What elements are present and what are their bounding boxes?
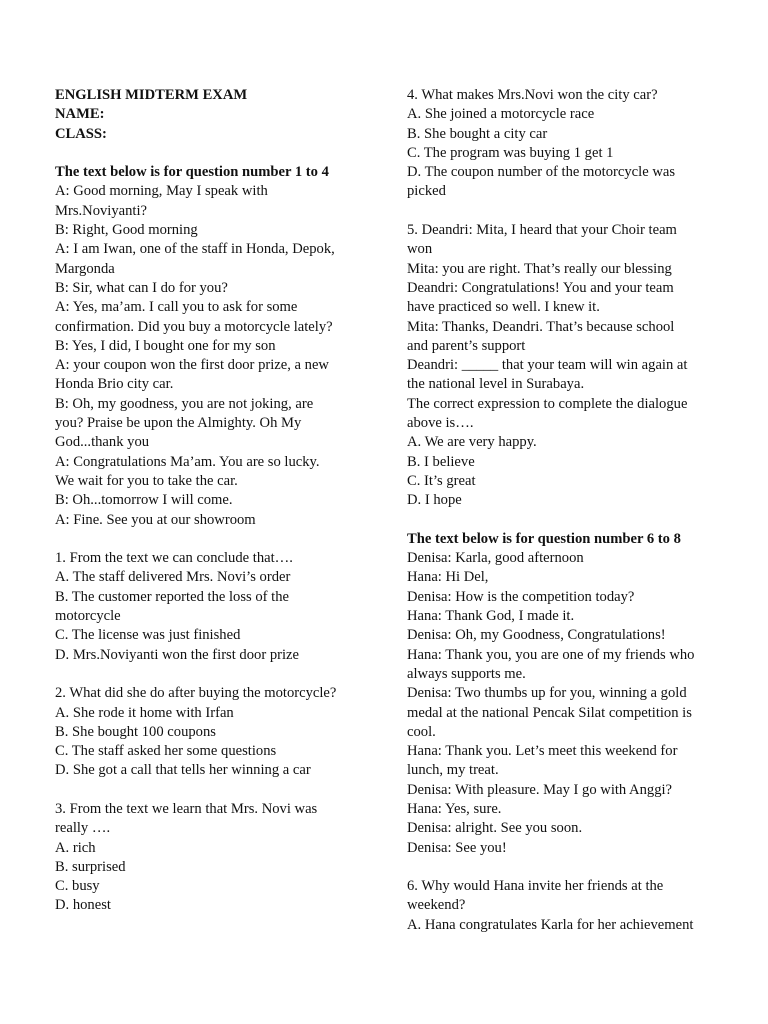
left-text-line: B: Yes, I did, I bought one for my son bbox=[55, 337, 276, 354]
right-text-line: above is…. bbox=[407, 415, 474, 432]
right-text-line: and parent’s support bbox=[407, 337, 526, 354]
left-text-line: C. The staff asked her some questions bbox=[55, 743, 277, 760]
left-text-line: B. surprised bbox=[55, 858, 126, 875]
right-text-line: Denisa: With pleasure. May I go with Anggi? bbox=[407, 781, 673, 798]
right-text-line: lunch, my treat. bbox=[407, 762, 499, 779]
right-text-line: Denisa: Oh, my Goodness, Congratulations! bbox=[407, 627, 666, 644]
right-text-line: 5. Deandri: Mita, I heard that your Choir team bbox=[407, 222, 677, 239]
right-text-line: Denisa: See you! bbox=[407, 839, 507, 856]
left-text-line: D. honest bbox=[55, 897, 111, 914]
right-text-line: Deandri: Congratulations! You and your team bbox=[407, 279, 674, 296]
right-text-line: C. It’s great bbox=[407, 472, 476, 489]
left-text-line: A: Congratulations Ma’am. You are so lucky. bbox=[55, 453, 320, 470]
right-text-line: weekend? bbox=[407, 897, 466, 914]
right-text-line: Hana: Thank you, you are one of my friends who bbox=[407, 646, 695, 663]
left-text-line: B: Right, Good morning bbox=[55, 222, 198, 239]
right-text-line: Denisa: alright. See you soon. bbox=[407, 820, 583, 837]
left-text-line: you? Praise be upon the Almighty. Oh My bbox=[55, 415, 302, 432]
left-text-line: B. She bought 100 coupons bbox=[55, 723, 216, 740]
right-text-line: The text below is for question number 6 to 8 bbox=[407, 530, 681, 547]
right-text-line: A. We are very happy. bbox=[407, 434, 537, 451]
left-text-line: God...thank you bbox=[55, 434, 150, 451]
left-text-line: A: I am Iwan, one of the staff in Honda, Depok, bbox=[55, 241, 335, 258]
left-text-line: A: Fine. See you at our showroom bbox=[55, 511, 256, 528]
left-text-line: NAME: bbox=[55, 106, 105, 123]
right-text-line: cool. bbox=[407, 723, 436, 740]
right-text-line: Denisa: How is the competition today? bbox=[407, 588, 635, 605]
left-text-line: We wait for you to take the car. bbox=[55, 472, 238, 489]
right-text-line: picked bbox=[407, 183, 446, 200]
right-text-line: D. The coupon number of the motorcycle was bbox=[407, 164, 676, 181]
left-text-line: A: your coupon won the first door prize, a new bbox=[55, 357, 329, 374]
right-text-line: A. She joined a motorcycle race bbox=[407, 106, 595, 123]
right-text-line: Hana: Thank you. Let’s meet this weekend for bbox=[407, 743, 678, 760]
right-column bbox=[407, 86, 719, 935]
left-text-line: ENGLISH MIDTERM EXAM bbox=[55, 87, 248, 103]
right-text-line: 4. What makes Mrs.Novi won the city car? bbox=[407, 87, 658, 103]
right-text-line: Denisa: Two thumbs up for you, winning a gold bbox=[407, 685, 687, 702]
left-text-line: 3. From the text we learn that Mrs. Novi was bbox=[55, 800, 318, 817]
right-text-line: Deandri: _____ that your team will win again at bbox=[407, 357, 688, 374]
left-text-line: A. She rode it home with Irfan bbox=[55, 704, 234, 721]
right-text-line: have practiced so well. I knew it. bbox=[407, 299, 600, 316]
blank-line bbox=[55, 144, 365, 163]
right-text-line: won bbox=[407, 241, 433, 258]
right-text-line: The correct expression to complete the dialogue bbox=[407, 395, 688, 412]
left-text-line: A. rich bbox=[55, 839, 96, 856]
left-text-line: B: Oh, my goodness, you are not joking, are bbox=[55, 395, 314, 412]
blank-line bbox=[55, 781, 365, 800]
right-text-line: Mita: Thanks, Deandri. That’s because school bbox=[407, 318, 675, 335]
right-text-line: Hana: Hi Del, bbox=[407, 569, 489, 586]
left-text-line: D. Mrs.Noviyanti won the first door prize bbox=[55, 646, 299, 663]
left-text-line: CLASS: bbox=[55, 125, 107, 142]
left-text-line: Margonda bbox=[55, 260, 115, 277]
blank-line bbox=[407, 202, 719, 221]
left-text-line: C. busy bbox=[55, 878, 100, 895]
blank-line bbox=[407, 511, 719, 530]
right-text-line: medal at the national Pencak Silat competition is bbox=[407, 704, 692, 721]
left-text-line: B. The customer reported the loss of the bbox=[55, 588, 289, 605]
left-text-line: D. She got a call that tells her winning a car bbox=[55, 762, 311, 779]
left-text-line: 1. From the text we can conclude that…. bbox=[55, 550, 293, 567]
right-text-line: Denisa: Karla, good afternoon bbox=[407, 550, 584, 567]
left-text-line: C. The license was just finished bbox=[55, 627, 241, 644]
right-text-line: D. I hope bbox=[407, 492, 462, 509]
right-text-line: Hana: Thank God, I made it. bbox=[407, 608, 575, 625]
left-text-line: A. The staff delivered Mrs. Novi’s order bbox=[55, 569, 291, 586]
right-text-line: 6. Why would Hana invite her friends at the bbox=[407, 878, 664, 895]
left-text-line: Mrs.Noviyanti? bbox=[55, 202, 148, 219]
blank-line bbox=[55, 665, 365, 684]
left-text-line: really …. bbox=[55, 820, 111, 837]
left-text-line: Honda Brio city car. bbox=[55, 376, 174, 393]
right-text-line: B. She bought a city car bbox=[407, 125, 548, 142]
blank-line bbox=[407, 858, 719, 877]
left-text-line: A: Yes, ma’am. I call you to ask for some bbox=[55, 299, 298, 316]
left-column bbox=[55, 86, 365, 916]
left-text-line: 2. What did she do after buying the motorcycle? bbox=[55, 685, 337, 702]
left-text-line: B: Oh...tomorrow I will come. bbox=[55, 492, 233, 509]
blank-line bbox=[55, 530, 365, 549]
left-text-line: motorcycle bbox=[55, 608, 121, 625]
right-text-line: Hana: Yes, sure. bbox=[407, 800, 502, 817]
right-text-line: C. The program was buying 1 get 1 bbox=[407, 144, 614, 161]
left-text-line: B: Sir, what can I do for you? bbox=[55, 279, 228, 296]
left-text-line: A: Good morning, May I speak with bbox=[55, 183, 268, 200]
left-text-line: The text below is for question number 1 to 4 bbox=[55, 164, 329, 181]
right-text-line: Mita: you are right. That’s really our blessing bbox=[407, 260, 672, 277]
right-text-line: the national level in Surabaya. bbox=[407, 376, 585, 393]
right-text-line: always supports me. bbox=[407, 665, 526, 682]
left-text-line: confirmation. Did you buy a motorcycle lately? bbox=[55, 318, 333, 335]
right-text-line: A. Hana congratulates Karla for her achievement bbox=[407, 916, 694, 933]
right-text-line: B. I believe bbox=[407, 453, 475, 470]
